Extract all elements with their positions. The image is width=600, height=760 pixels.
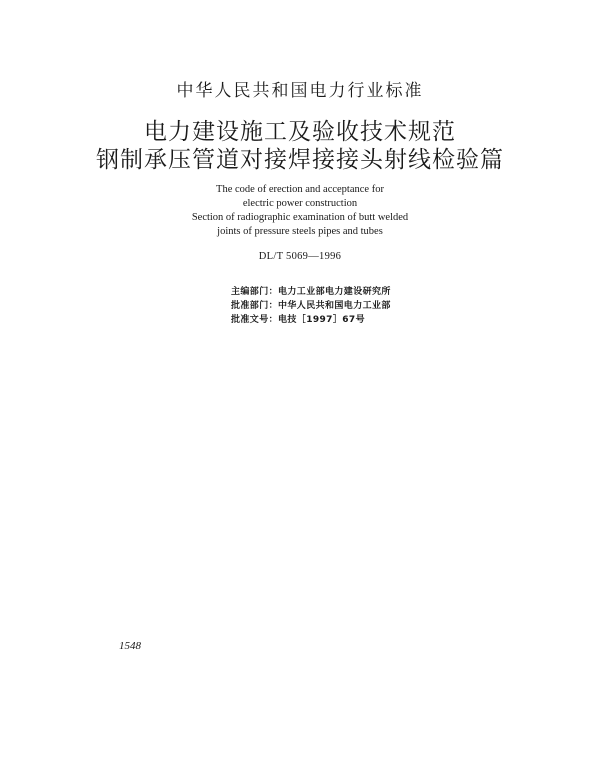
standard-code: DL/T 5069—1996 bbox=[258, 251, 342, 262]
title-line-2: 钢制承压管道对接焊接接头射线检验篇 bbox=[96, 147, 504, 173]
approval-document-number: 批准文号：电技［1997］67号 bbox=[231, 315, 365, 325]
english-title-line-1: The code of erection and acceptance for bbox=[216, 184, 384, 195]
english-title-line-4: joints of pressure steels pipes and tubes bbox=[217, 226, 383, 237]
english-title-line-3: Section of radiographic examination of butt welded bbox=[191, 212, 409, 223]
english-title-line-2: electric power construction bbox=[242, 198, 358, 209]
standard-category-header: 中华人民共和国电力行业标准 bbox=[176, 81, 424, 101]
title-line-1: 电力建设施工及验收技术规范 bbox=[144, 119, 456, 145]
editor-department: 主编部门：电力工业部电力建设研究所 bbox=[231, 287, 391, 297]
approving-department: 批准部门：中华人民共和国电力工业部 bbox=[231, 301, 391, 311]
page-number: 1548 bbox=[119, 640, 141, 652]
